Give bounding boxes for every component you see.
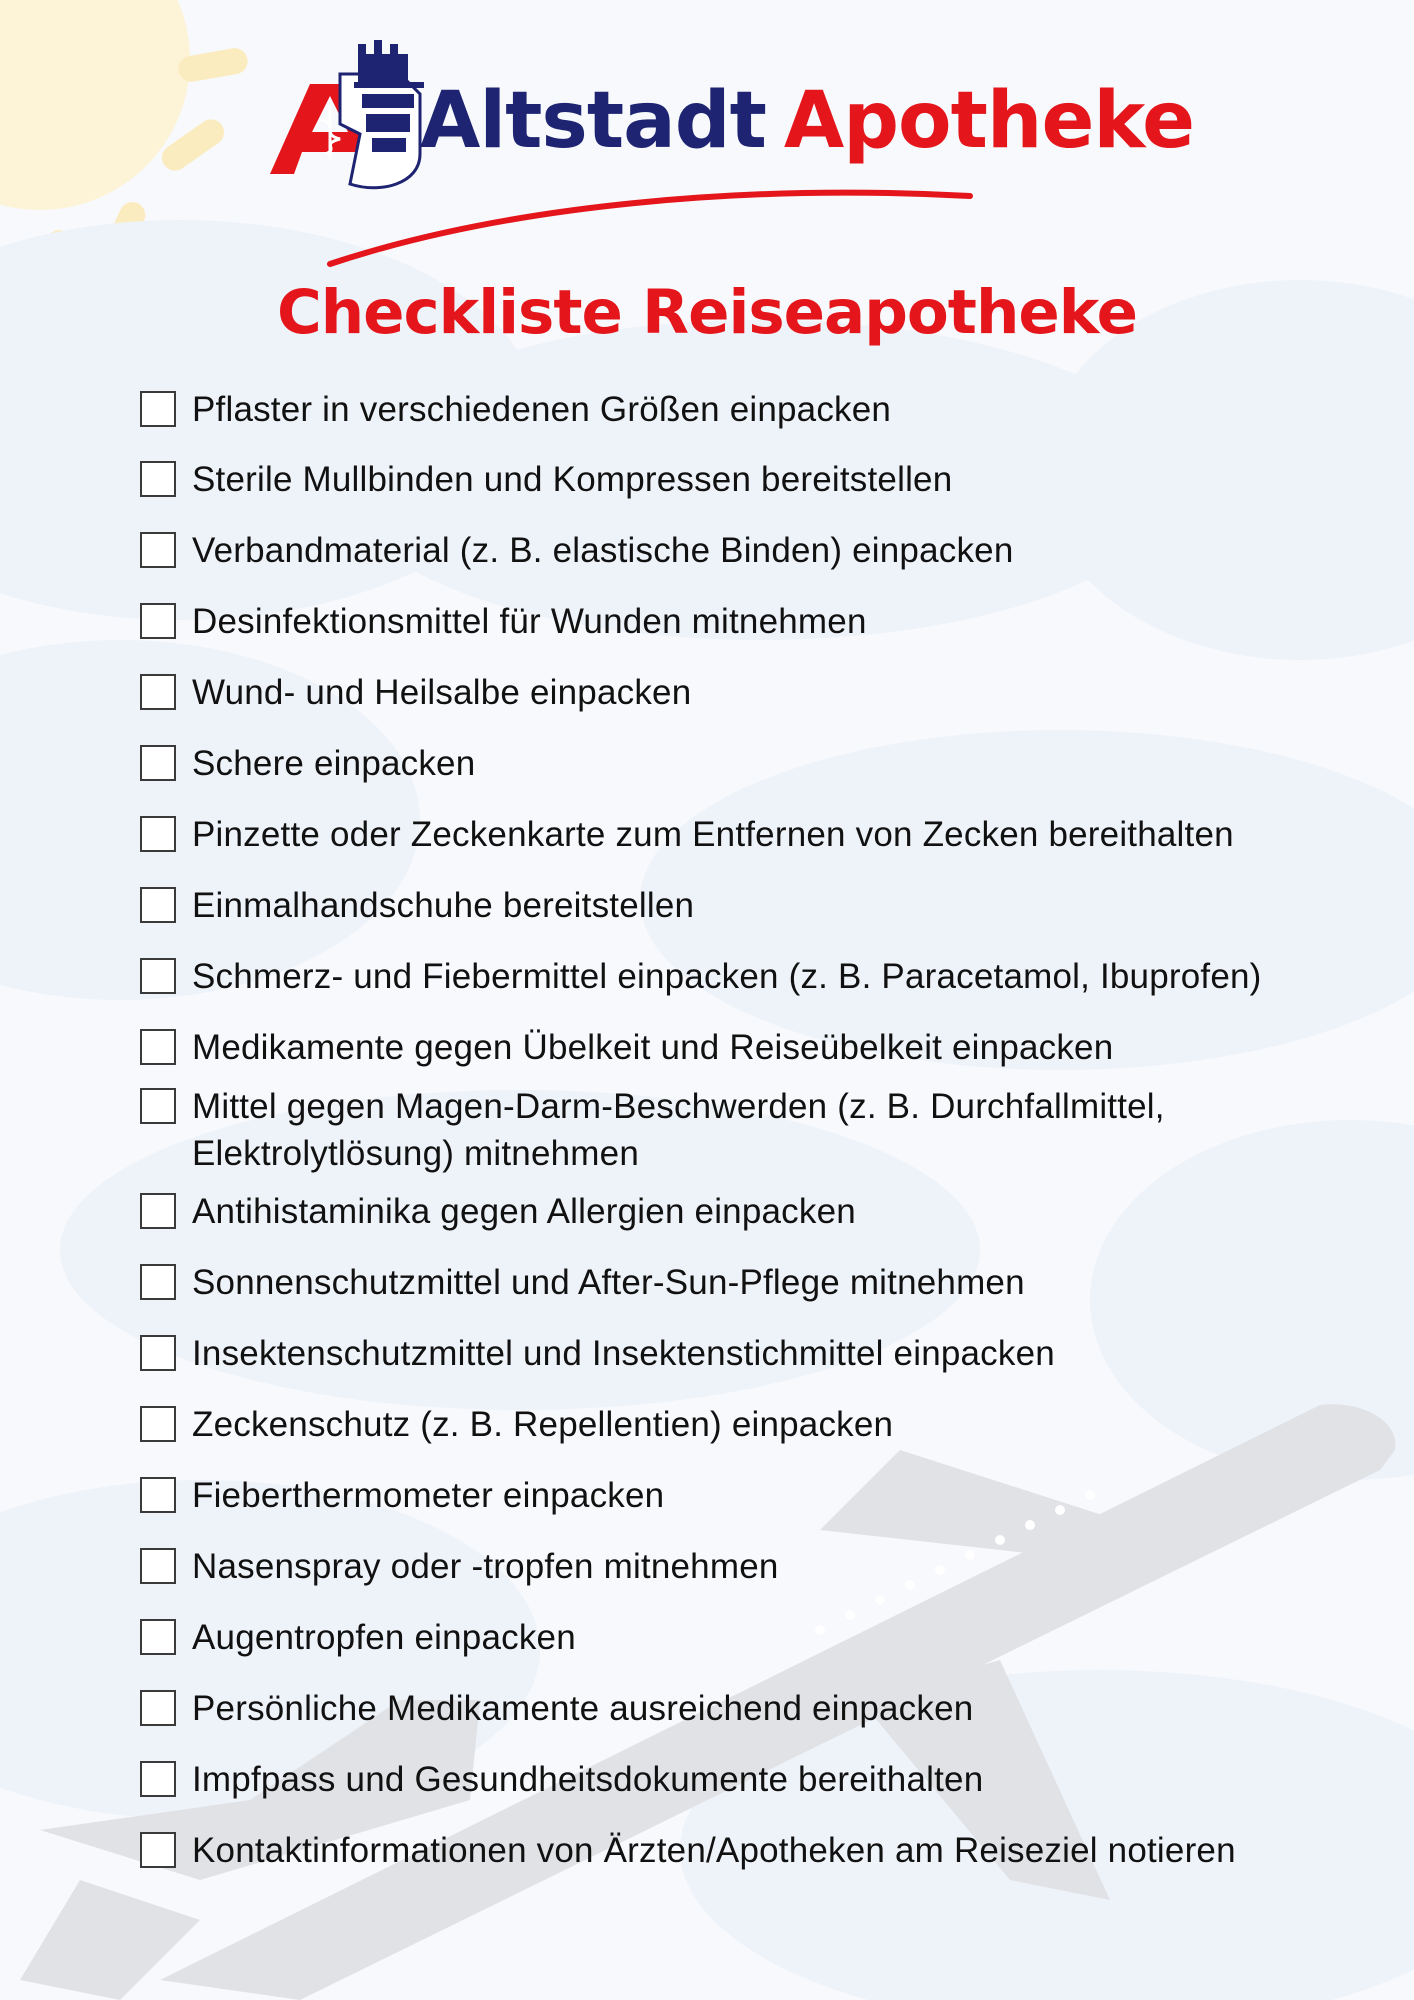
checklist-item	[140, 1024, 1380, 1071]
checkbox[interactable]	[140, 674, 176, 710]
checkbox[interactable]	[140, 1761, 176, 1797]
checkbox[interactable]	[140, 745, 176, 781]
checklist-item-label: Medikamente gegen Übelkeit und Reiseübelkeit einpacken	[192, 1028, 1114, 1067]
checklist-item	[140, 1330, 1380, 1377]
checkbox[interactable]	[140, 1477, 176, 1513]
checkbox[interactable]	[140, 1264, 176, 1300]
checkbox[interactable]	[140, 958, 176, 994]
checkbox[interactable]	[140, 532, 176, 568]
checklist-item-label: Verbandmaterial (z. B. elastische Binden) einpacken	[192, 531, 1014, 570]
checklist-item-label: Antihistaminika gegen Allergien einpacken	[192, 1192, 856, 1231]
checklist-item-label: Zeckenschutz (z. B. Repellentien) einpacken	[192, 1405, 894, 1444]
checkbox[interactable]	[140, 1088, 176, 1124]
checklist-item-label: Sonnenschutzmittel und After-Sun-Pflege mitnehmen	[192, 1263, 1025, 1302]
checklist-item	[140, 1827, 1380, 1874]
checklist-item-label: Desinfektionsmittel für Wunden mitnehmen	[192, 602, 867, 641]
checklist-item	[140, 1401, 1380, 1448]
checklist-item-label: Kontaktinformationen von Ärzten/Apotheken am Reiseziel notieren	[192, 1831, 1236, 1870]
checklist-item-label: Augentropfen einpacken	[192, 1618, 576, 1657]
checklist-item-label: Wund- und Heilsalbe einpacken	[192, 673, 692, 712]
checkbox[interactable]	[140, 391, 176, 427]
checklist-item	[140, 669, 1380, 716]
checklist-item	[140, 811, 1380, 858]
checkbox[interactable]	[140, 1690, 176, 1726]
checklist-item	[140, 1083, 1380, 1177]
checklist-item	[140, 1614, 1380, 1661]
checklist-item	[140, 1543, 1380, 1590]
checkbox[interactable]	[140, 887, 176, 923]
checklist-item	[140, 456, 1380, 503]
checklist-item-label: Pflaster in verschiedenen Größen einpacken	[192, 390, 892, 429]
checklist-item	[140, 1685, 1380, 1732]
brand-name-primary: Altstadt	[420, 76, 766, 166]
checkbox[interactable]	[140, 816, 176, 852]
checklist-item-label: Fieberthermometer einpacken	[192, 1476, 665, 1515]
checklist-item-label: Impfpass und Gesundheitsdokumente bereithalten	[192, 1760, 984, 1799]
brand-name	[420, 76, 1195, 166]
checklist-item	[140, 527, 1380, 574]
checklist-item	[140, 1756, 1380, 1803]
checkbox[interactable]	[140, 1193, 176, 1229]
checkbox[interactable]	[140, 603, 176, 639]
checklist-item	[140, 1472, 1380, 1519]
checklist-item-label: Mittel gegen Magen-Darm-Beschwerden (z. B. Durchfallmittel, Elektrolytlösung) mitnehmen	[192, 1087, 1165, 1173]
checklist-item-label: Insektenschutzmittel und Insektenstichmittel einpacken	[192, 1334, 1055, 1373]
checkbox[interactable]	[140, 1619, 176, 1655]
checkbox[interactable]	[140, 1832, 176, 1868]
brand-name-secondary: Apotheke	[783, 76, 1195, 166]
checklist-item	[140, 1188, 1380, 1235]
checklist-item	[140, 1259, 1380, 1306]
page-title: Checkliste Reiseapotheke	[276, 277, 1138, 348]
castle-crest-icon	[340, 40, 424, 188]
checklist-item-label: Schere einpacken	[192, 744, 476, 783]
checkbox[interactable]	[140, 1029, 176, 1065]
checklist-item-label: Pinzette oder Zeckenkarte zum Entfernen von Zecken bereithalten	[192, 815, 1234, 854]
checkbox[interactable]	[140, 461, 176, 497]
checklist-item	[140, 740, 1380, 787]
checkbox[interactable]	[140, 1406, 176, 1442]
checklist-item	[140, 386, 1380, 433]
checklist-item-label: Sterile Mullbinden und Kompressen bereitstellen	[192, 460, 953, 499]
checkbox[interactable]	[140, 1335, 176, 1371]
checklist-item-label: Schmerz- und Fiebermittel einpacken (z. B. Paracetamol, Ibuprofen)	[192, 957, 1262, 996]
checklist-item	[140, 953, 1380, 1000]
checklist-item-label: Nasenspray oder -tropfen mitnehmen	[192, 1547, 779, 1586]
checkbox[interactable]	[140, 1548, 176, 1584]
checklist-item	[140, 598, 1380, 645]
checklist-item-label: Persönliche Medikamente ausreichend einpacken	[192, 1689, 974, 1728]
brand-swoosh	[330, 193, 970, 264]
checklist-item	[140, 882, 1380, 929]
checklist-item-label: Einmalhandschuhe bereitstellen	[192, 886, 695, 925]
